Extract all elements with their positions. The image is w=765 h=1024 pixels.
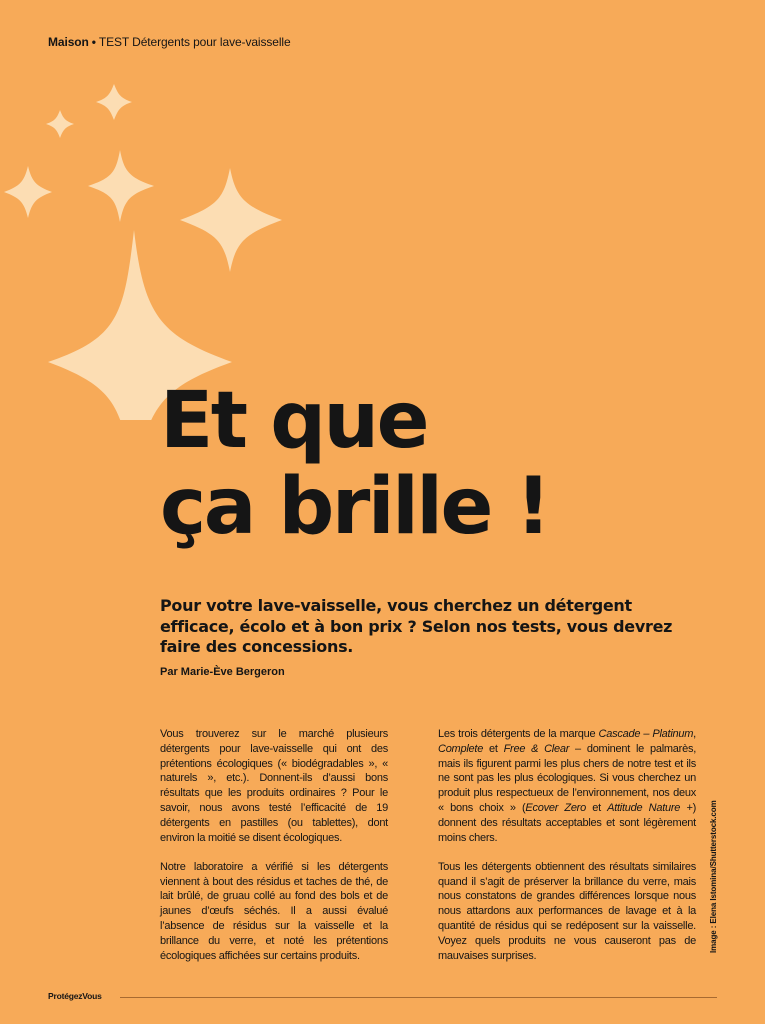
body-column-right	[438, 727, 696, 978]
sparkle-tiny-2	[46, 110, 74, 138]
article-title	[160, 378, 549, 550]
product-name: Attitude Nature +	[607, 801, 693, 814]
body-paragraph: Tous les détergents obtiennent des résultats similaires quand il s’agit de préserver la brillance du verre, mais nous constatons de grandes différences lorsque nous nous attardons aux performances de lavage et à la quantité de résidus qui se redéposent sur la vaisselle. Voyez quels produits ne vous causeront pas de mauvaises surprises.	[438, 860, 696, 962]
byline: Par Marie-Ève Bergeron	[160, 666, 285, 678]
title-line-1: Et que	[160, 376, 427, 466]
article-lead: Pour votre lave-vaisselle, vous cherchez un détergent efficace, écolo et à bon prix ? Selon nos tests, vous devrez faire des concessions.	[160, 596, 673, 656]
sparkles-illustration	[0, 0, 300, 420]
body-paragraph	[438, 727, 696, 845]
text-run: – dominent le palmarès, mais ils figurent parmi les plus chers de notre test et ils ne sont pas les plus écologiques. Si vous cherchez un produit plus respectueux de l’environnement, nos deux « bons choix » (	[438, 742, 696, 814]
text-run: Les trois détergents de la marque	[438, 728, 599, 740]
image-credit: Image : Elena Istomina/Shutterstock.com	[709, 800, 718, 953]
sparkle-small-1	[88, 150, 154, 222]
text-run: ) donnent des résultats acceptables et sont légèrement moins chers.	[438, 801, 696, 844]
product-name: Ecover Zero	[525, 801, 586, 814]
section-label: Maison	[48, 35, 89, 49]
product-name: Complete	[438, 742, 484, 755]
footer-brand: ProtégezVous	[48, 991, 102, 1001]
footer-rule	[120, 997, 717, 998]
text-run: et	[585, 801, 608, 814]
header-separator: •	[91, 35, 96, 49]
product-name: Free & Clear	[503, 742, 570, 755]
header-topic: TEST Détergents pour lave-vaisselle	[98, 35, 291, 49]
body-paragraph: Vous trouverez sur le marché plusieurs détergents pour lave-vaisselle qui ont des prétentions écologiques (« biodégradables », « naturels », etc.). Donnent-ils d’aussi bons résultats que les produits ordinaires ? Pour le savoir, nous avons testé l’efficacité de 19 détergents en pastilles (ou tablettes), dont environ la moitié se disent écologiques.	[160, 728, 388, 844]
sparkle-tiny-1	[96, 84, 132, 120]
body-paragraph: Notre laboratoire a vérifié si les détergents viennent à bout des résidus et taches de thé, de lait brûlé, de gruau collé au fond des bols et de jaunes d’œufs séchés. Il a aussi évalué l’absence de résidus sur la vaisselle et la brillance du verre, et noté les prétentions écologiques affichées sur certains produits.	[160, 860, 388, 962]
sparkle-small-2	[4, 166, 52, 218]
sparkle-medium	[180, 168, 282, 272]
product-name: Cascade – Platinum	[598, 728, 694, 740]
text-run: et	[483, 742, 504, 755]
title-line-2: ça brille !	[160, 462, 549, 552]
text-run: ,	[693, 728, 696, 740]
body-column-left	[160, 727, 388, 978]
